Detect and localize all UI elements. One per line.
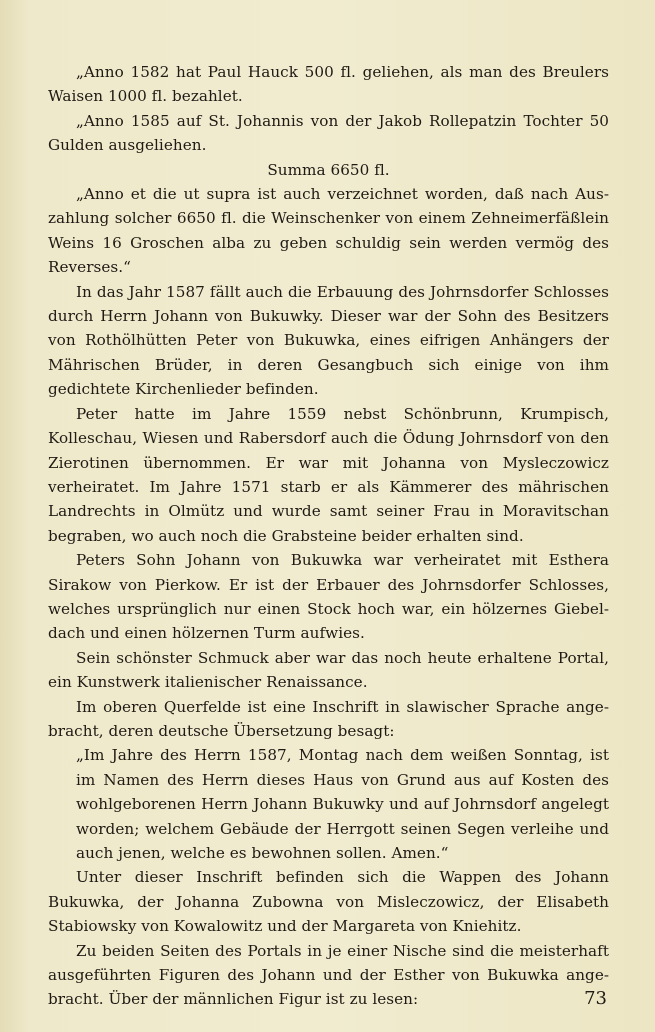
paragraph-peter: Peter hatte im Jahre 1559 nebst Schönbrunn, Krumpisch, Kolleschau, Wiesen und Rabersdorf auch die Ödung Johrnsdorf von den Zierotinen übernommen. Er war mit Johanna von Mysleczowicz verheiratet. Im Jahre 1571 starb er als Kämmerer des mährischen Landrechts in Olmütz und wurde samt seiner Frau in Moravitschan begraben, wo auch noch die Grabsteine beider erhalten sind. [48,404,609,545]
paragraph-summa: Summa 6650 fl. [267,160,390,179]
paragraph-portal: Sein schönster Schmuck aber war das noch heute erhaltene Portal, ein Kunstwerk italienischer Renaissance. [48,648,609,692]
page-body [48,60,609,1012]
paragraph-loan-1582: „Anno 1582 hat Paul Hauck 500 fl. geliehen, als man des Breulers Waisen 1000 fl. bezahlet. [48,63,609,106]
paragraph-johann: Peters Sohn Johann von Bukuwka war verheiratet mit Esthera Sirakow von Pierkow. Er ist der Erbauer des Johrnsdorfer Schlosses, welches ursprünglich nur einen Stock hoch war, ein hölzernes Giebeldach und einen hölzernen Turm aufwies. [48,551,609,643]
paragraph-anno-et-die: „Anno et die ut supra ist auch verzeichnet worden, daß nach Auszahlung solcher 6650 fl. die Weinschenker von einem Zehneimerfäßlein Weins 16 Groschen alba zu geben schuldig sein werden vermög des Reverses.“ [48,185,609,277]
paragraph-loan-1585: „Anno 1585 auf St. Johannis von der Jakob Rollepatzin Tochter 50 Gulden ausgeliehen. [48,111,609,155]
page-number: 73 [584,988,607,1009]
paragraph-figuren: Zu beiden Seiten des Portals in je einer Nische sind die meisterhaft ausgeführten Figuren des Johann und der Esther von Bukuwka angebracht. Über der männlichen Figur ist zu lesen: [48,941,609,1009]
paragraph-inschrift: Im oberen Querfelde ist eine Inschrift in slawischer Sprache angebracht, deren deutsche Übersetzung besagt: [48,697,609,740]
paragraph-wappen: Unter dieser Inschrift befinden sich die Wappen des Johann Bukuwka, der Johanna Zubowna von Misleczowicz, der Elisabeth Stabiowsky von Kowalowitz und der Margareta von Kniehitz. [48,868,609,936]
paragraph-uebersetzung: „Im Jahre des Herrn 1587, Montag nach dem weißen Sonntag, ist im Namen des Herrn dieses Haus von Grund aus auf Kosten des wohlgeborenen Herrn Johann Bukuwky und auf Johrnsdorf angelegt worden; welchem Gebäude der Herrgott seinen Segen verleihe und auch jenen, welche es bewohnen sollen. Amen.“ [76,746,609,862]
paragraph-schloss-1587: In das Jahr 1587 fällt auch die Erbauung des Johrnsdorfer Schlosses durch Herrn Johann von Bukuwky. Dieser war der Sohn des Besitzers von Rothölhütten Peter von Bukuwka, eines eifrigen Anhängers der Mährischen Brüder, in deren Gesangbuch sich einige von ihm gedichtete Kirchenlieder befinden. [48,282,609,399]
